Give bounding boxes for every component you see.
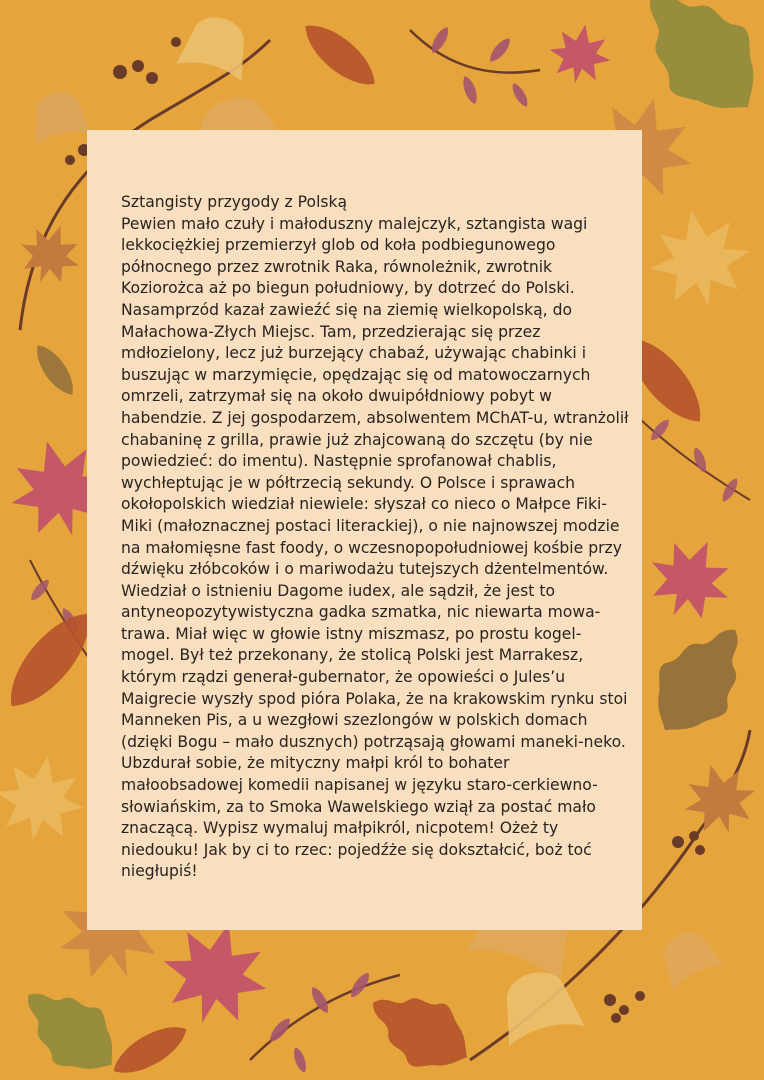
leaf	[27, 88, 92, 145]
leaf-cluster-right	[648, 417, 741, 504]
leaf	[633, 607, 764, 752]
leaf	[652, 923, 724, 990]
leaf	[355, 972, 484, 1080]
leaf	[6, 968, 134, 1080]
twig	[410, 30, 540, 73]
leaf	[545, 19, 616, 88]
leaf	[615, 0, 764, 138]
letter-text	[121, 192, 631, 883]
leaf-cluster-bottom	[266, 970, 373, 1075]
leaf	[29, 339, 81, 400]
leaf	[0, 748, 92, 849]
leaf	[106, 1016, 193, 1080]
leaf	[642, 202, 758, 315]
letter-body: Pewien mało czuły i małoduszny malejczyk, sztangista wagi lekkociężkiej przemierzył glob od koła podbiegunowego północnego przez zwrotnik Raka, równoleżnik, zwrotnik Koziorożca aż po biegun południowy, by dotrzeć do Polski. Nasamprzód kazał zawieźć się na ziemię wielkopolską, do Małachowa-Złych Miejsc. Tam, przedzierając się przez mdłozielony, lecz już burzejący chabaź, używając chabinki i buszując w marzymięcie, opędzając się od matowoczarnych omrzeli, zatrzymał się na około dwuipółdniowy pobyt w habendzie. Z jej gospodarzem, absolwentem MChAT-u, wtranżolił chabaninę z grilla, prawie już zhajcowaną do szczętu (by nie powiedzieć: do imentu). Następnie sprofanował chablis, wychłeptując je w półtrzecią sekundy. O Polsce i sprawach okołopolskich wiedział niewiele: słyszał co nieco o Małpce Fiki-Miki (małoznacznej postaci literackiej), o nie najnowszej modzie na małomięsne fast foody, o wczesnopopołudniowej kośbie przy dźwięku złóbcoków i o mariwodażu tutejszych dżentelmentów. Wiedział o istnieniu Dagome iudex, ale sądził, że jest to antyneopozytywistyczna gadka szmatka, nic niewarta mowa-trawa. Miał więc w głowie istny miszmasz, po prostu kogel-mogel. Był też przekonany, że stolicą Polski jest Marrakesz, którym rządzi generał-gubernator, że opowieści o Jules’u Maigrecie wyszły spod pióra Polaka, że na krakowskim rynku stoi Manneken Pis, a u wezgłowi szezlongów w polskich domach (dzięki Bogu – mało dusznych) potrząsają głowami maneki-neko. Ubzdurał sobie, że mityczny małpi król to bohater małoobsadowej komedii napisanej w języku staro-cerkiewno-słowiańskim, za to Smoka Wawelskiego wziął za postać mało znaczącą. Wypisz wymaluj małpikról, nicpotem! Ożeż ty niedouku! Jak by ci to rzec: pojedźże się dokształcić, boż toć niegłupiś!	[121, 214, 629, 881]
letter-title: Sztangisty przygody z Polską	[121, 193, 348, 211]
leaf	[295, 14, 384, 96]
leaf	[176, 10, 256, 81]
leaf	[635, 524, 745, 633]
twig	[250, 975, 400, 1060]
leaf-cluster-top	[428, 24, 531, 109]
leaf	[675, 755, 763, 842]
